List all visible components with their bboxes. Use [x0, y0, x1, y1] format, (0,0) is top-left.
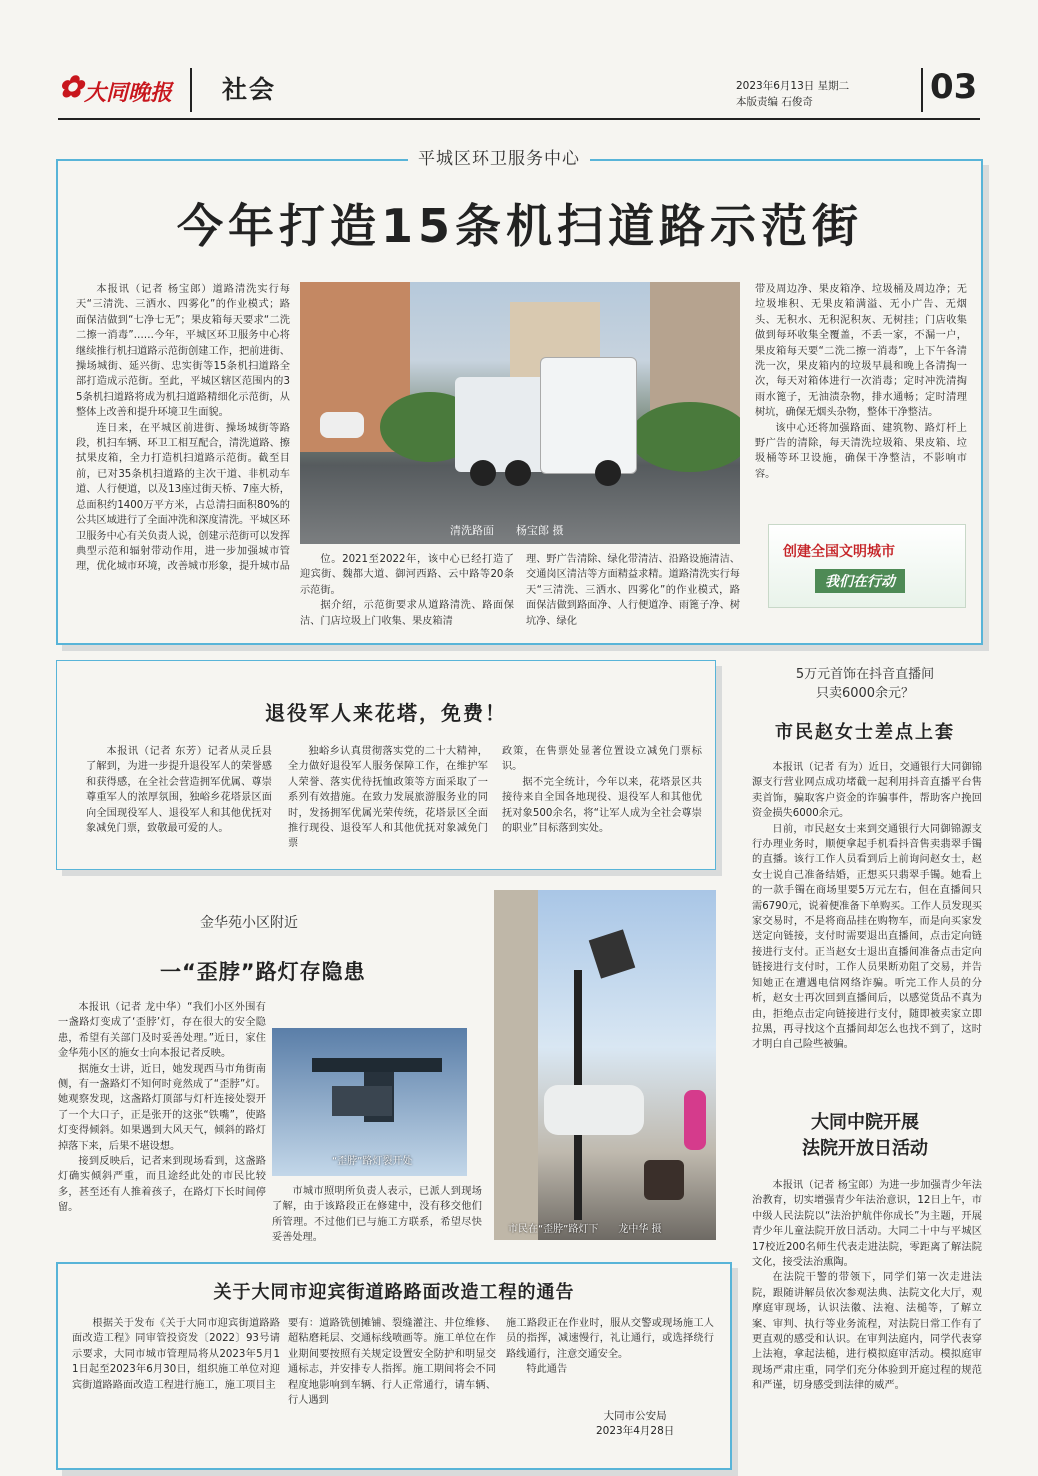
main-article-title: 今年打造15条机扫道路示范街 [176, 199, 863, 253]
photo-caption: 清洗路面 杨宝郎 摄 [450, 524, 564, 537]
photo-caption: “歪脖”路灯裂开处 [332, 1156, 413, 1167]
veterans-col1 [86, 744, 272, 836]
kicker-line: 只卖6000余元？ [815, 686, 915, 701]
main-article-kicker: 平城区环卫服务中心 [408, 144, 590, 169]
notice-issuer: 大同市公安局 [603, 1410, 667, 1422]
notice-col2 [288, 1316, 496, 1408]
page-editor: 本版责编 石俊奇 [736, 96, 813, 108]
lamp-article-kicker: 金华苑小区附近 [200, 915, 298, 931]
scam-article-body [752, 760, 982, 1053]
paragraph: 据不完全统计，今年以来，花塔景区共接待来自全国各地现役、退役军人和其他优抚对象500余名，将“让军人成为全社会尊崇的职业”目标落到实处。 [502, 776, 702, 835]
section-name: 社会 [222, 75, 277, 104]
paragraph: 本报讯（记者 东芳）记者从灵丘县了解到，为进一步提升退役军人的荣誉感和获得感，在全社会营造拥军优属、尊崇尊重军人的浓厚氛围，独峪乡花塔景区面向全国现役军人、退役军人和其他优抚对象减免门票，致敬最可爱的人。 [86, 746, 272, 835]
masthead-divider [190, 68, 192, 112]
main-article-col3 [526, 552, 740, 629]
paragraph: 独峪乡认真贯彻落实党的二十大精神，全力做好退役军人服务保障工作，在维护军人荣誉、落实优待抚恤政策等方面采取了一系列有效措施。在致力发展旅游服务业的同时，发扬拥军优属光荣传统，花塔景区全面推行现役、退役军人和其他优抚对象减免门票 [288, 746, 488, 850]
paragraph: 该中心还将加强路面、建筑物、路灯杆上野广告的清除，每天清洗垃圾箱、果皮箱、垃圾桶等环卫设施，确保干净整洁，不影响市容。 [755, 422, 967, 480]
title-line: 大同中院开展 [811, 1112, 919, 1133]
banner-line-1: 创建全国文明城市 [783, 544, 895, 560]
paragraph: 要有：道路铣刨摊铺、裂缝灌注、井位维修、超粘磨耗层、交通标线喷画等。施工单位在作业期间要按照有关规定设置安全防护和明显交通标志，并安排专人指挥。施工期间将会不同程度地影响到车辆、行人正常通行，请车辆、行人遇到 [288, 1318, 496, 1407]
lamp-article-body2 [272, 1184, 482, 1246]
paragraph: 本报讯（记者 杨宝郎）为进一步加强青少年法治教育，切实增强青少年法治意识，12日上午，市中级人民法院以“法治护航伴你成长”为主题，开展青少年儿童法院开放日活动。大同二十中与平城区17校近200名师生代表走进法院，零距离了解法院文化，接受法治熏陶。 [752, 1180, 982, 1269]
main-article-col2 [300, 552, 514, 629]
paragraph: 施工路段正在作业时，服从交警或现场施工人员的指挥，减速慢行，礼让通行，或选择绕行路线通行，注意交通安全。 [506, 1318, 714, 1360]
paragraph: 在法院干警的带领下，同学们第一次走进法院，跟随讲解员依次参观法典、法院文化大厅，观摩庭审现场，认识法徽、法袍、法槌等，了解立案、审判、执行等业务流程，对法院日常工作有了更直观的感受和认识。在审判法庭内，同学代表穿上法袍，拿起法槌，进行模拟庭审活动。模拟庭审现场严肃庄重，同学们充分体验到开庭过程的规范和严谨，切身感受到法律的威严。 [752, 1272, 982, 1392]
paragraph: 接到反映后，记者来到现场看到，这盏路灯确实倾斜严重，而且途经此处的市民比较多，甚至还有人推着孩子，在路灯下长时间停留。 [58, 1156, 266, 1214]
logo-text: 大同晚报 [84, 80, 173, 106]
notice-col1 [72, 1316, 280, 1393]
paragraph: 本报讯（记者 有为）近日，交通银行大同御锦源支行营业网点成功堵截一起利用抖音直播平台售卖首饰，骗取客户资金的诈骗事件，帮助客户挽回资金损失6000余元。 [752, 762, 982, 820]
paragraph: 本报讯（记者 杨宝郎）道路清洗实行每天“三清洗、三洒水、四雾化”的作业模式；路面保洁做到“七净七无”；果皮箱每天要求“二洗二擦一消毒”……今年，平城区环卫服务中心将继续推行机扫道路示范街创建工作，把前进街、操场城街、延兴街、忠实街等15条机扫道路全部打造成示范街。至此，平城区辖区范围内的35条机扫道路将成为机扫道路精细化示范街，从整体上改善和提升环境卫生面貌。 [76, 284, 290, 419]
veterans-article-title: 退役军人来花塔，免费！ [265, 701, 507, 725]
photo-caption: 市民在“歪脖”路灯下 龙中华 摄 [508, 1224, 662, 1235]
civilized-city-banner [768, 524, 966, 608]
notice-date: 2023年4月28日 [596, 1425, 675, 1437]
paragraph: 据施女士讲，近日，她发现西马市角街南侧，有一盏路灯不知何时竟然成了“歪脖”灯。她观察发现，这盏路灯顶部与灯杆连接处裂开了一个大口子，正是张开的这张“铁嘴”，使路灯变得倾斜。如果遇到大风天气，倾斜的路灯掉落下来，后果不堪设想。 [58, 1063, 266, 1152]
street-lamp-photo [494, 890, 716, 1240]
notice-title: 关于大同市迎宾街道路路面改造工程的通告 [213, 1282, 575, 1303]
paragraph: 位。2021至2022年，该中心已经打造了迎宾街、魏都大道、御河西路、云中路等20条示范街。 [300, 554, 514, 596]
paragraph: 本报讯（记者 龙中华）“我们小区外围有一盏路灯变成了‘歪脖’灯，存在很大的安全隐患，希望有关部门及时妥善处理。”近日，家住金华苑小区的施女士向本报记者反映。 [58, 1002, 266, 1060]
veterans-col3 [502, 744, 702, 836]
court-article-title [745, 1110, 985, 1162]
paragraph: 据介绍，示范街要求从道路清洗、路面保洁、门店垃圾上门收集、果皮箱清 [300, 600, 514, 627]
paragraph: 政策，在售票处显著位置设立减免门票标识。 [502, 746, 702, 773]
title-line: 法院开放日活动 [802, 1138, 928, 1159]
broken-lamp-closeup-photo [272, 1028, 467, 1176]
lamp-article-title: 一“歪脖”路灯存隐患 [160, 960, 366, 984]
kicker-line: 5万元首饰在抖音直播间 [795, 667, 935, 682]
paragraph: 根据关于发布《关于大同市迎宾街道路路面改造工程》同审管投资发〔2022〕93号请示要求，大同市城市管理局将从2023年5月11日起至2023年6月30日，组织施工单位对迎宾街道路路面改造工程进行施工，施工项目主 [72, 1318, 280, 1391]
street-cleaning-photo [300, 282, 740, 544]
veterans-col2 [288, 744, 488, 852]
logo-flame-icon: ✿ [58, 70, 84, 105]
scam-article-kicker [745, 665, 985, 703]
scam-article-title: 市民赵女士差点上套 [775, 722, 955, 743]
paragraph: 日前，市民赵女士来到交通银行大同御锦源支行办理业务时，顺便拿起手机看抖音售卖翡翠手镯的直播。该行工作人员看到后上前询问赵女士，赵女士说自己准备结婚，正想买只翡翠手镯。她看上的一款手镯在商场里要5万元左右，但在直播间只需6790元，说着便准备下单购买。工作人员发现买家交易时，不是将商品挂在购物车，而是向买家发送定向链接，支付时需要退出直播间，点击定向链接进行支付。正当赵女士退出直播间准备点击定向链接进行支付时，工作人员果断劝阻了交易，并告知她正在遭遇电信网络诈骗。听完工作人员的分析，赵女士再次回到直播间后，以感觉货品不真为由，拒绝点击定向链接进行支付，随即被卖家立即拉黑，再寻找这个直播间却怎么也找不到了，这时才明白自己险些被骗。 [752, 823, 982, 1051]
court-article-body [752, 1178, 982, 1394]
notice-closing: 特此通告 [526, 1364, 568, 1376]
newspaper-logo [58, 68, 186, 110]
paragraph: 带及周边净、果皮箱净、垃圾桶及周边净；无垃圾堆积、无果皮箱满溢、无小广告、无烟头、无积水、无积泥积灰、无树挂；门店收集做到每环收集全覆盖，不丢一家，不漏一户，果皮箱每天要“二洗二擦一消毒”，上下午各清洗一次，果皮箱内的垃圾早晨和晚上各清掏一次，每天对箱体进行一次消毒；定时冲洗清掏雨水篦子，无油渍杂物，排水通畅；定时清理树坑，确保无烟头杂物，整体干净整洁。 [755, 284, 967, 419]
banner-line-2: 我们在行动 [815, 569, 905, 593]
paragraph: 市城市照明所负责人表示，已派人到现场了解，由于该路段正在修建中，没有移交他们所管理。不过他们已与施工方联系，希望尽快妥善处理。 [272, 1186, 482, 1244]
issue-date: 2023年6月13日 星期二 [736, 80, 850, 92]
page-number: 03 [930, 67, 978, 107]
paragraph: 连日来，在平城区前进街、操场城街等路段，机扫车辆、环卫工相互配合，清洗道路、擦拭果皮箱，全力打造机扫道路示范街。截至目前，已对35条机扫道路的主次干道、非机动车道、人行便道，以及13座过街天桥、7座大桥，总面积约1400万平方米，占总清扫面积80%的公共区域进行了全面冲洗和深度清洗。平城区环卫服务中心有关负责人说，创建示范街可以发挥典型示范和辐射带动作用，进一步加强城市管理，优化城市环境，改善城市形象，提升城市品 [76, 422, 290, 573]
notice-col3 [506, 1316, 714, 1378]
paragraph: 理、野广告清除、绿化带清洁、沿路设施清洁、交通岗区清洁等方面精益求精。道路清洗实行每天“三清洗、三洒水、四雾化”的作业模式，路面保洁做到路面净、人行便道净、雨篦子净、树坑净、绿化 [526, 554, 740, 627]
main-article-col4 [755, 282, 967, 482]
masthead-rule [58, 118, 980, 120]
lamp-article-body [58, 1000, 266, 1216]
main-article-col1 [76, 282, 290, 575]
masthead-divider-right [921, 68, 923, 112]
notice-signature [596, 1409, 674, 1439]
